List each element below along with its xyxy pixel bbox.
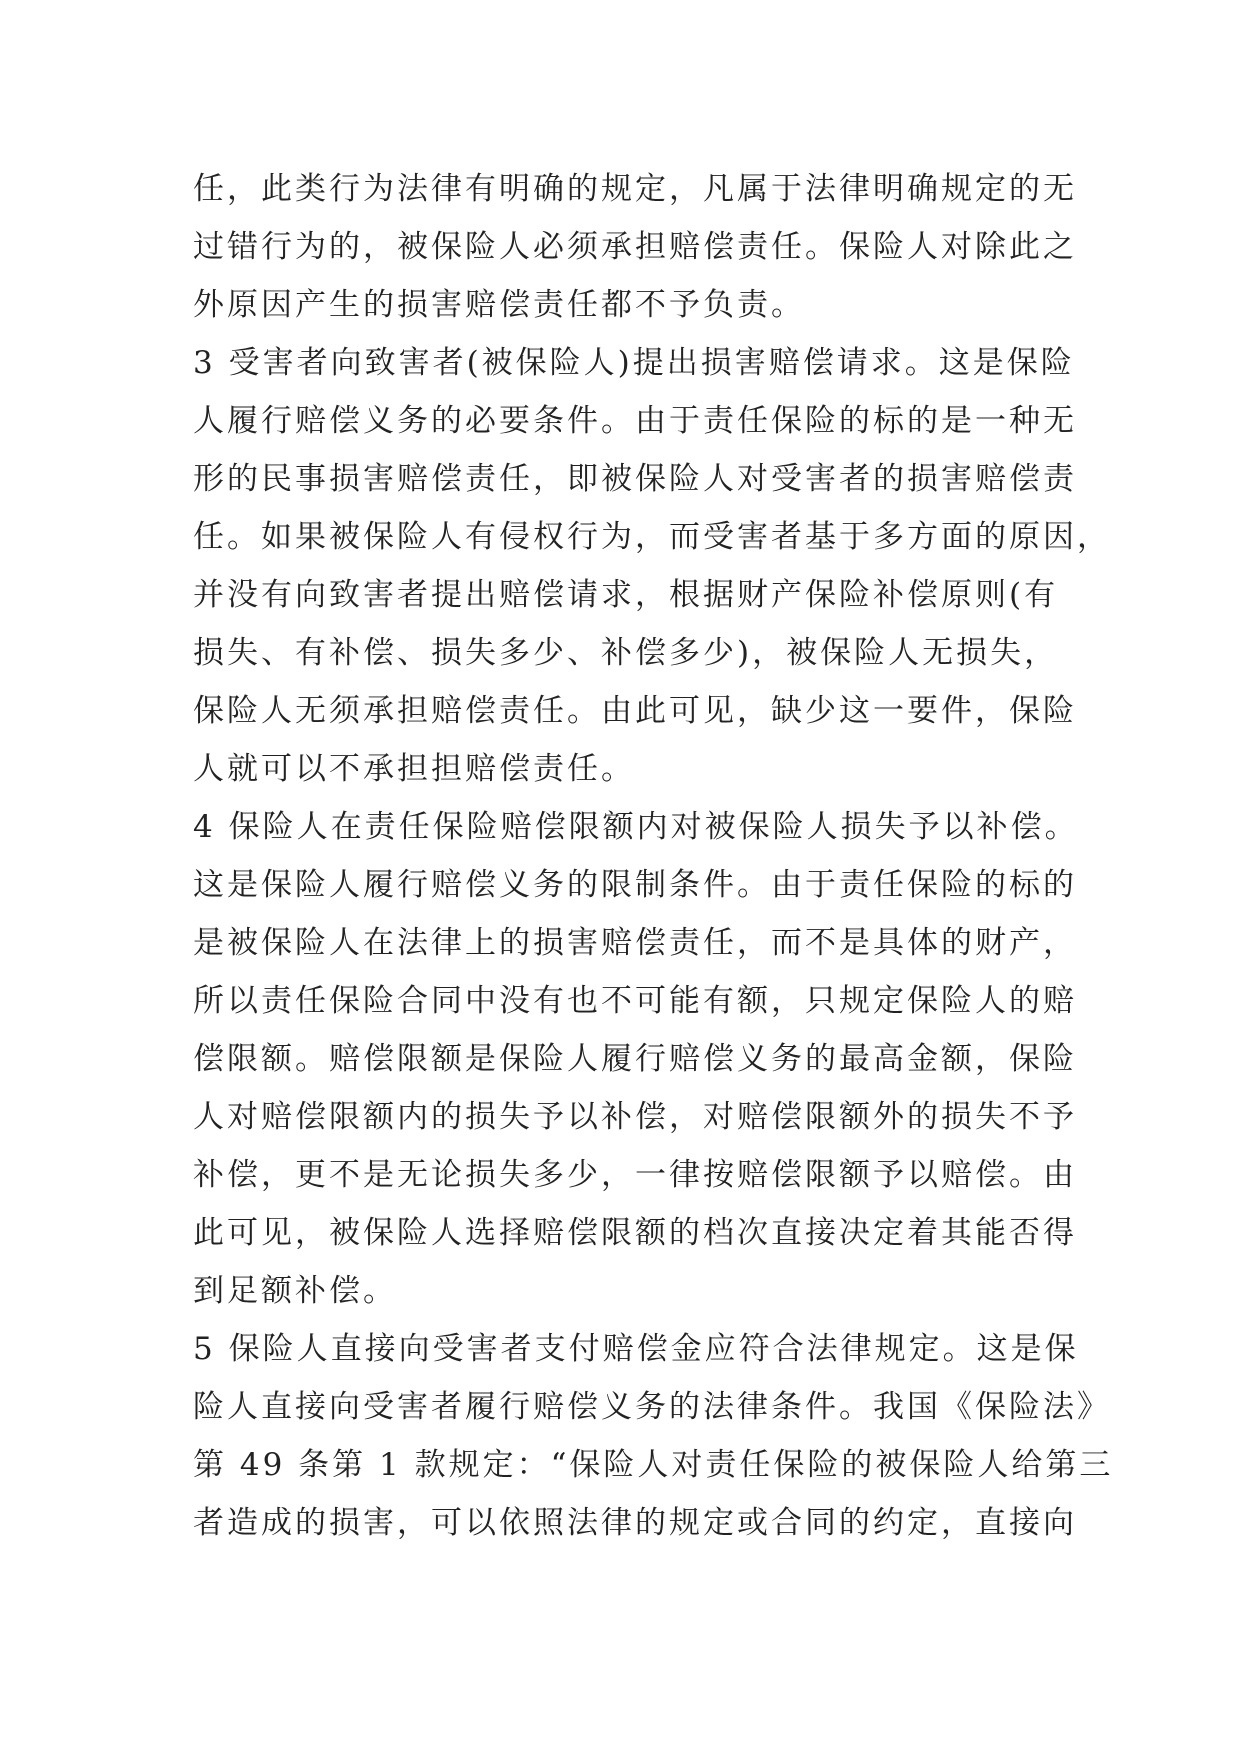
text-line: 外原因产生的损害赔偿责任都不予负责。: [193, 287, 805, 323]
text-line: 损失、有补偿、损失多少、补偿多少)，被保险人无损失，: [193, 635, 1059, 671]
text-line: 人履行赔偿义务的必要条件。由于责任保险的标的是一种无: [193, 403, 1077, 439]
text-line: 过错行为的，被保险人必须承担赔偿责任。保险人对除此之: [193, 229, 1077, 265]
text-line: 偿限额。赔偿限额是保险人履行赔偿义务的最高金额，保险: [193, 1041, 1077, 1077]
text-line: 任。如果被保险人有侵权行为，而受害者基于多方面的原因，: [193, 519, 1111, 555]
text-line: 补偿，更不是无论损失多少，一律按赔偿限额予以赔偿。由: [193, 1157, 1077, 1193]
text-line: 形的民事损害赔偿责任，即被保险人对受害者的损害赔偿责: [193, 461, 1077, 497]
text-line: 5 保险人直接向受害者支付赔偿金应符合法律规定。这是保: [193, 1331, 1079, 1367]
text-line: 是被保险人在法律上的损害赔偿责任，而不是具体的财产，: [193, 925, 1077, 961]
text-line: 任，此类行为法律有明确的规定，凡属于法律明确规定的无: [193, 171, 1077, 207]
text-line: 3 受害者向致害者(被保险人)提出损害赔偿请求。这是保险: [193, 345, 1075, 381]
text-line: 者造成的损害，可以依照法律的规定或合同的约定，直接向: [193, 1505, 1077, 1541]
text-line: 人就可以不承担担赔偿责任。: [193, 751, 635, 787]
text-line: 所以责任保险合同中没有也不可能有额，只规定保险人的赔: [193, 983, 1077, 1019]
text-line: 4 保险人在责任保险赔偿限额内对被保险人损失予以补偿。: [193, 809, 1079, 845]
text-line: 并没有向致害者提出赔偿请求，根据财产保险补偿原则(有: [193, 577, 1059, 613]
body-text: [193, 160, 1114, 1552]
text-line: 此可见，被保险人选择赔偿限额的档次直接决定着其能否得: [193, 1215, 1077, 1251]
text-line: 到足额补偿。: [193, 1273, 397, 1309]
text-line: 保险人无须承担赔偿责任。由此可见，缺少这一要件，保险: [193, 693, 1077, 729]
text-line: 这是保险人履行赔偿义务的限制条件。由于责任保险的标的: [193, 867, 1077, 903]
text-line: 险人直接向受害者履行赔偿义务的法律条件。我国《保险法》: [193, 1389, 1111, 1425]
text-line: 第 49 条第 1 款规定：“保险人对责任保险的被保险人给第三: [193, 1447, 1114, 1483]
text-line: 人对赔偿限额内的损失予以补偿，对赔偿限额外的损失不予: [193, 1099, 1077, 1135]
